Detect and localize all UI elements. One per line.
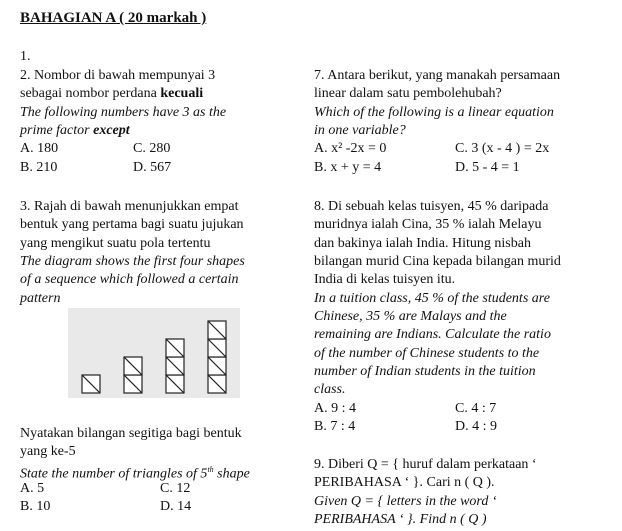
q7-option-d: D. 5 - 4 = 1 [455, 160, 520, 175]
q2-en-except-word: except [93, 123, 130, 138]
q9-en-line2: PERIBAHASA ‘ }. Find n ( Q ) [314, 512, 487, 527]
q2-option-b: B. 210 [20, 160, 58, 175]
q9-en-line1: Given Q = { letters in the word ‘ [314, 494, 497, 509]
q3-ms-line1: 3. Rajah di bawah menunjukkan empat [20, 199, 239, 214]
q3-ms-question-line2: yang ke-5 [20, 444, 76, 459]
q3-en-line1: The diagram shows the first four shapes [20, 254, 245, 269]
q8-en-line3: remaining are Indians. Calculate the ratio [314, 327, 551, 342]
pattern-figure [68, 308, 240, 398]
q2-en-line2-text: prime factor [20, 123, 94, 138]
q8-en-line2: Chinese, 35 % are Malays and the [314, 309, 507, 324]
q3-ms-question-line1: Nyatakan bilangan segitiga bagi bentuk [20, 426, 242, 441]
q1-number: 1. [20, 49, 31, 64]
q8-option-d: D. 4 : 9 [455, 419, 497, 434]
q8-en-line5: number of Indian students in the tuition [314, 364, 536, 379]
pattern-shape-4 [208, 321, 226, 393]
q7-en-line2: in one variable? [314, 123, 406, 138]
q2-ms-line2-text: sebagai nombor perdana [20, 86, 161, 101]
q3-option-b: B. 10 [20, 499, 51, 514]
q3-option-d: D. 14 [160, 499, 192, 514]
q3-en-line3: pattern [20, 291, 61, 306]
q8-option-c: C. 4 : 7 [455, 401, 497, 416]
q8-en-line4: of the number of Chinese students to the [314, 346, 540, 361]
q3-en-question-tail: shape [213, 466, 250, 482]
q3-ms-line2: bentuk yang pertama bagi suatu jujukan [20, 217, 244, 232]
q3-en-question-sup: th [207, 465, 214, 474]
q2-option-d: D. 567 [133, 160, 172, 175]
q3-en-question [20, 461, 250, 484]
pattern-shape-2 [124, 357, 142, 393]
q2-en-line1: The following numbers have 3 as the [20, 105, 227, 120]
section-header: BAHAGIAN A ( 20 markah ) [20, 10, 207, 26]
q8-option-a: A. 9 : 4 [314, 401, 356, 416]
q8-en-line6: class. [314, 382, 346, 397]
q9-ms-line2: PERIBAHASA ‘ }. Cari n ( Q ). [314, 475, 495, 490]
q2-option-c: C. 280 [133, 141, 171, 156]
q2-en-line2 [20, 122, 130, 140]
q8-ms-line4: bilangan murid Cina kepada bilangan murid [314, 254, 561, 269]
q2-ms-line2 [20, 85, 203, 103]
q3-ms-line3: yang mengikut suatu pola tertentu [20, 236, 211, 251]
q7-ms-line2: linear dalam satu pembolehubah? [314, 86, 502, 101]
q8-en-line1: In a tuition class, 45 % of the students are [314, 291, 550, 306]
q8-option-b: B. 7 : 4 [314, 419, 356, 434]
q3-en-question-text: State the number of triangles of 5 [20, 466, 208, 482]
q8-ms-line1: 8. Di sebuah kelas tuisyen, 45 % daripada [314, 199, 549, 214]
q8-ms-line3: dan bakinya ialah India. Hitung nisbah [314, 236, 531, 251]
q8-ms-line5: India di kelas tuisyen itu. [314, 272, 456, 287]
q7-option-a: A. x² -2x = 0 [314, 141, 387, 156]
pattern-shape-3 [166, 339, 184, 393]
q7-en-line1: Which of the following is a linear equation [314, 105, 554, 120]
q2-ms-except-word: kecuali [160, 86, 204, 101]
q7-ms-line1: 7. Antara berikut, yang manakah persamaan [314, 68, 561, 83]
q2-option-a: A. 180 [20, 141, 59, 156]
q8-ms-line2: muridnya ialah Cina, 35 % ialah Melayu [314, 217, 542, 232]
q7-option-b: B. x + y = 4 [314, 160, 382, 175]
q3-option-a: A. 5 [20, 481, 45, 496]
q7-option-c: C. 3 (x - 4 ) = 2x [455, 141, 550, 156]
q3-en-line2: of a sequence which followed a certain [20, 272, 239, 287]
q3-option-c: C. 12 [160, 481, 191, 496]
pattern-shape-1 [82, 375, 100, 393]
q9-ms-line1: 9. Diberi Q = { huruf dalam perkataan ‘ [314, 457, 537, 472]
q2-ms-line1: 2. Nombor di bawah mempunyai 3 [20, 68, 216, 83]
